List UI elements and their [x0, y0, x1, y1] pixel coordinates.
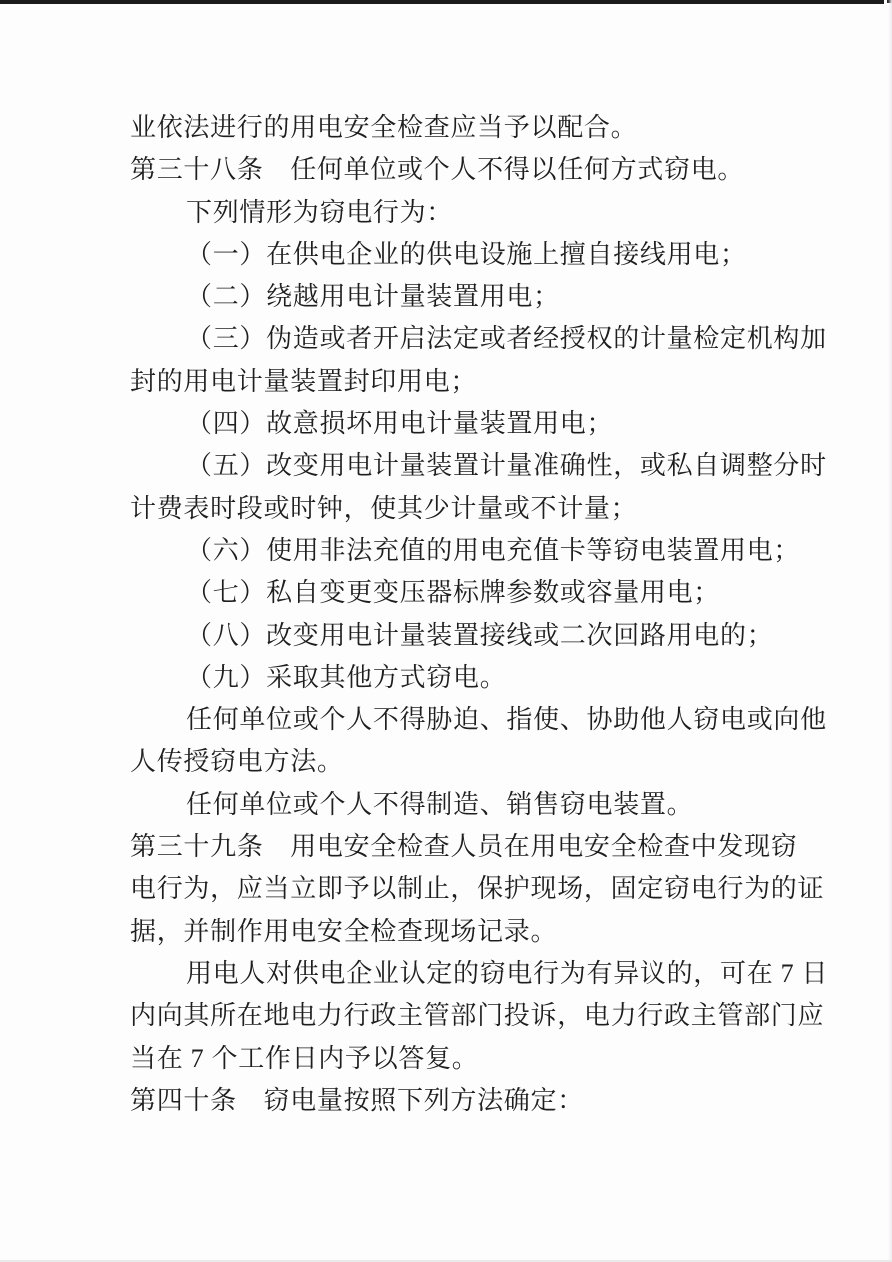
doc-line-item-4: （四）故意损坏用电计量装置用电；	[186, 409, 614, 439]
doc-line-item-7: （七）私自变更变压器标牌参数或容量用电；	[186, 578, 721, 608]
doc-line-article-38-heading: 第三十八条 任何单位或个人不得以任何方式窃电。	[130, 155, 745, 185]
doc-line-continuation: 电行为，应当立即予以制止，保护现场，固定窃电行为的证	[130, 874, 825, 904]
doc-line-continuation: 据，并制作用电安全检查现场记录。	[130, 916, 558, 946]
doc-line-item-8: （八）改变用电计量装置接线或二次回路用电的；	[186, 620, 774, 650]
doc-line-article-40-heading: 第四十条 窃电量按照下列方法确定：	[130, 1085, 584, 1115]
doc-line-paragraph: 任何单位或个人不得胁迫、指使、协助他人窃电或向他	[186, 705, 827, 735]
scan-artifact-right-edge	[888, 0, 892, 1262]
document-body-text	[130, 107, 829, 1122]
doc-line-paragraph: 下列情形为窃电行为：	[186, 197, 454, 227]
doc-line-item-5: （五）改变用电计量装置计量准确性，或私自调整分时	[186, 451, 827, 481]
doc-line-continuation: 内向其所在地电力行政主管部门投诉，电力行政主管部门应	[130, 1001, 825, 1031]
doc-line-article-39-heading: 第三十九条 用电安全检查人员在用电安全检查中发现窃	[130, 832, 798, 862]
doc-line-item-1: （一）在供电企业的供电设施上擅自接线用电；	[186, 239, 747, 269]
doc-line-item-5-continuation: 计费表时段或时钟，使其少计量或不计量；	[130, 493, 638, 523]
doc-line-item-3: （三）伪造或者开启法定或者经授权的计量检定机构加	[186, 324, 827, 354]
doc-line-item-9: （九）采取其他方式窃电。	[186, 662, 507, 692]
doc-line-item-6: （六）使用非法充值的用电充值卡等窃电装置用电；	[186, 535, 801, 565]
doc-line-paragraph: 任何单位或个人不得制造、销售窃电装置。	[186, 789, 694, 819]
doc-line-continuation: 业依法进行的用电安全检查应当予以配合。	[130, 113, 638, 142]
doc-line-item-2: （二）绕越用电计量装置用电；	[186, 282, 560, 312]
scan-artifact-top-bar	[0, 0, 884, 4]
doc-line-continuation: 当在 7 个工作日内予以答复。	[130, 1043, 479, 1073]
doc-line-item-3-continuation: 封的用电计量装置封印用电；	[130, 366, 478, 396]
doc-line-paragraph-continuation: 人传授窃电方法。	[130, 747, 344, 777]
doc-line-paragraph: 用电人对供电企业认定的窃电行为有异议的，可在 7 日	[186, 958, 829, 988]
